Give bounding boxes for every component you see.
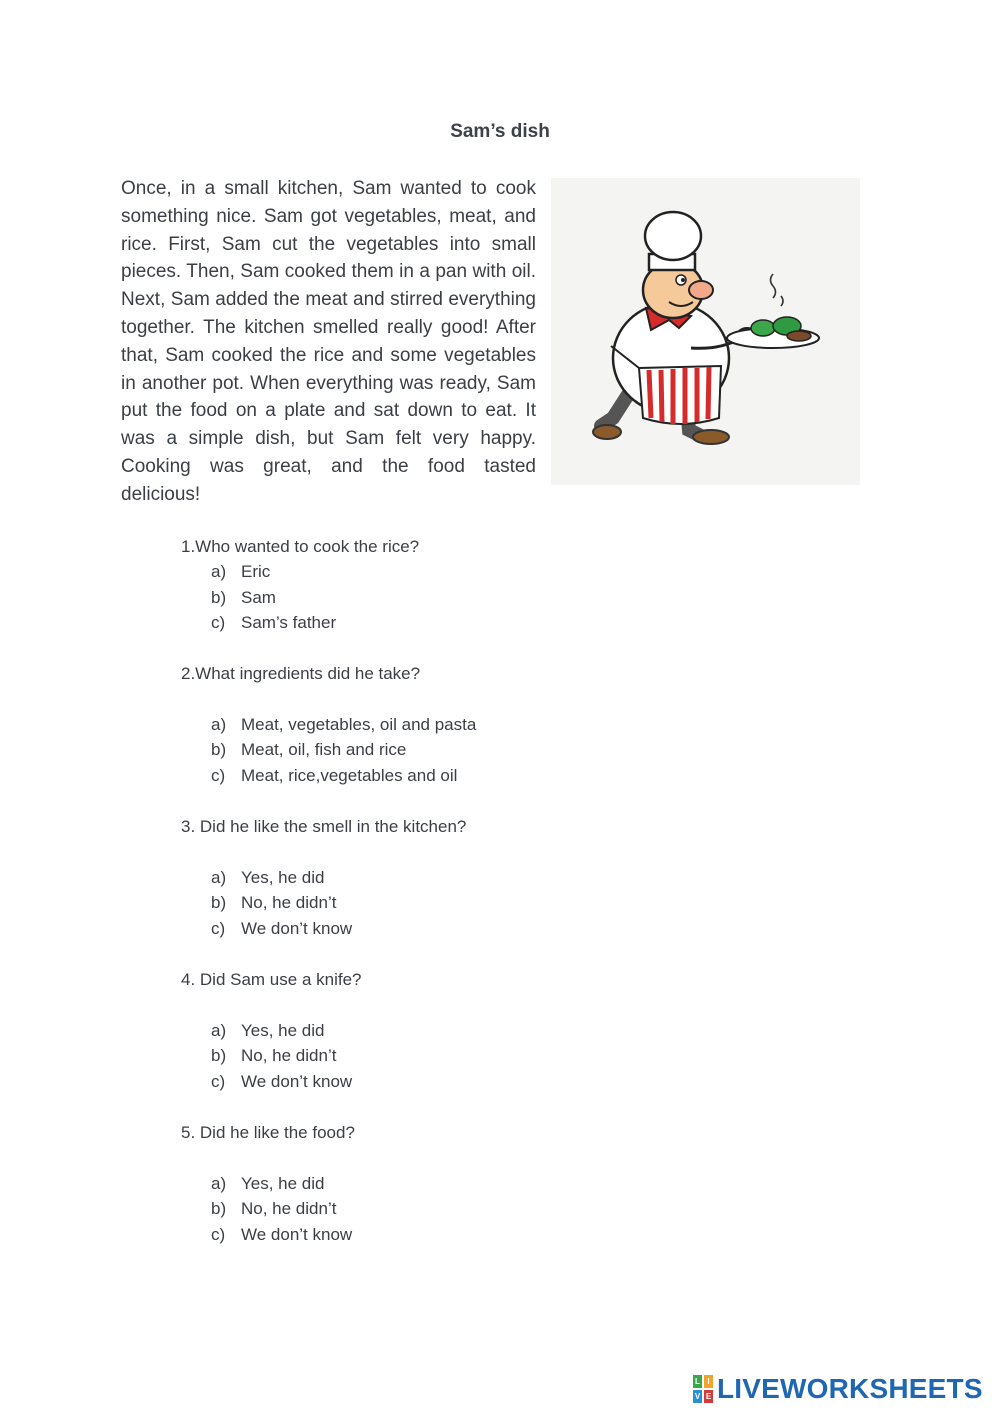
option-text: We don’t know <box>241 1225 353 1244</box>
question-3-option-c[interactable] <box>211 919 352 939</box>
option-text: Yes, he did <box>241 868 325 887</box>
option-letter: b) <box>211 1199 227 1218</box>
option-letter: b) <box>211 1046 227 1065</box>
option-letter: a) <box>211 562 227 581</box>
option-text: Yes, he did <box>241 1021 325 1040</box>
question-3-option-a[interactable] <box>211 868 325 888</box>
question-4-option-a[interactable] <box>211 1021 325 1041</box>
question-1-option-c[interactable] <box>211 613 336 633</box>
question-4-option-b[interactable] <box>211 1046 336 1066</box>
option-text: No, he didn’t <box>241 1199 337 1218</box>
logo-mark-icon: L I V E <box>694 1377 712 1401</box>
option-letter: b) <box>211 588 227 607</box>
worksheet-title: Sam’s dish <box>450 121 550 142</box>
chef-illustration <box>551 178 860 485</box>
chef-icon <box>551 178 860 485</box>
option-letter: c) <box>211 1072 226 1091</box>
option-text: Yes, he did <box>241 1174 325 1193</box>
question-5-option-b[interactable] <box>211 1199 336 1219</box>
option-text: Eric <box>241 562 271 581</box>
option-letter: c) <box>211 613 226 632</box>
question-2-option-a[interactable] <box>211 715 476 735</box>
option-text: No, he didn’t <box>241 893 337 912</box>
question-2-option-b[interactable] <box>211 740 406 760</box>
question-2: 2.What ingredients did he take? <box>181 664 421 683</box>
option-letter: a) <box>211 715 227 734</box>
option-letter: c) <box>211 766 226 785</box>
question-4: 4. Did Sam use a knife? <box>181 970 362 989</box>
question-3-option-b[interactable] <box>211 893 336 913</box>
option-letter: b) <box>211 893 227 912</box>
question-5: 5. Did he like the food? <box>181 1123 355 1142</box>
option-text: Meat, oil, fish and rice <box>241 740 407 759</box>
option-letter: a) <box>211 868 227 887</box>
option-text: We don’t know <box>241 919 353 938</box>
story-paragraph: Once, in a small kitchen, Sam wanted to cook something nice. Sam got vegetables, meat, and rice. First, Sam cut the vegetables into small pieces. Then, Sam cooked them in a pan with oil. Next, Sam added the meat and stirred everything together. The kitchen smelled really good! After that, Sam cooked the rice and some vegetables in another pot. When everything was ready, Sam put the food on a plate and sat down to eat. It was a simple dish, but Sam felt very happy. Cooking was great, and the food tasted delicious! <box>121 178 536 505</box>
option-text: Sam’s father <box>241 613 337 632</box>
option-text: No, he didn’t <box>241 1046 337 1065</box>
question-5-option-c[interactable] <box>211 1225 352 1245</box>
logo-text: LIVEWORKSHEETS <box>717 1373 983 1404</box>
question-1-option-b[interactable] <box>211 588 276 608</box>
question-1-option-a[interactable] <box>211 562 270 582</box>
option-text: Meat, vegetables, oil and pasta <box>241 715 477 734</box>
question-4-option-c[interactable] <box>211 1072 352 1092</box>
liveworksheets-logo[interactable] <box>693 1374 983 1404</box>
question-2-option-c[interactable] <box>211 766 457 786</box>
option-letter: c) <box>211 1225 226 1244</box>
option-text: Sam <box>241 588 276 607</box>
question-3: 3. Did he like the smell in the kitchen? <box>181 817 467 836</box>
question-5-option-a[interactable] <box>211 1174 325 1194</box>
option-text: Meat, rice,vegetables and oil <box>241 766 458 785</box>
option-letter: a) <box>211 1021 227 1040</box>
option-letter: a) <box>211 1174 227 1193</box>
option-letter: b) <box>211 740 227 759</box>
option-letter: c) <box>211 919 226 938</box>
option-text: We don’t know <box>241 1072 353 1091</box>
question-1: 1.Who wanted to cook the rice? <box>181 537 420 556</box>
